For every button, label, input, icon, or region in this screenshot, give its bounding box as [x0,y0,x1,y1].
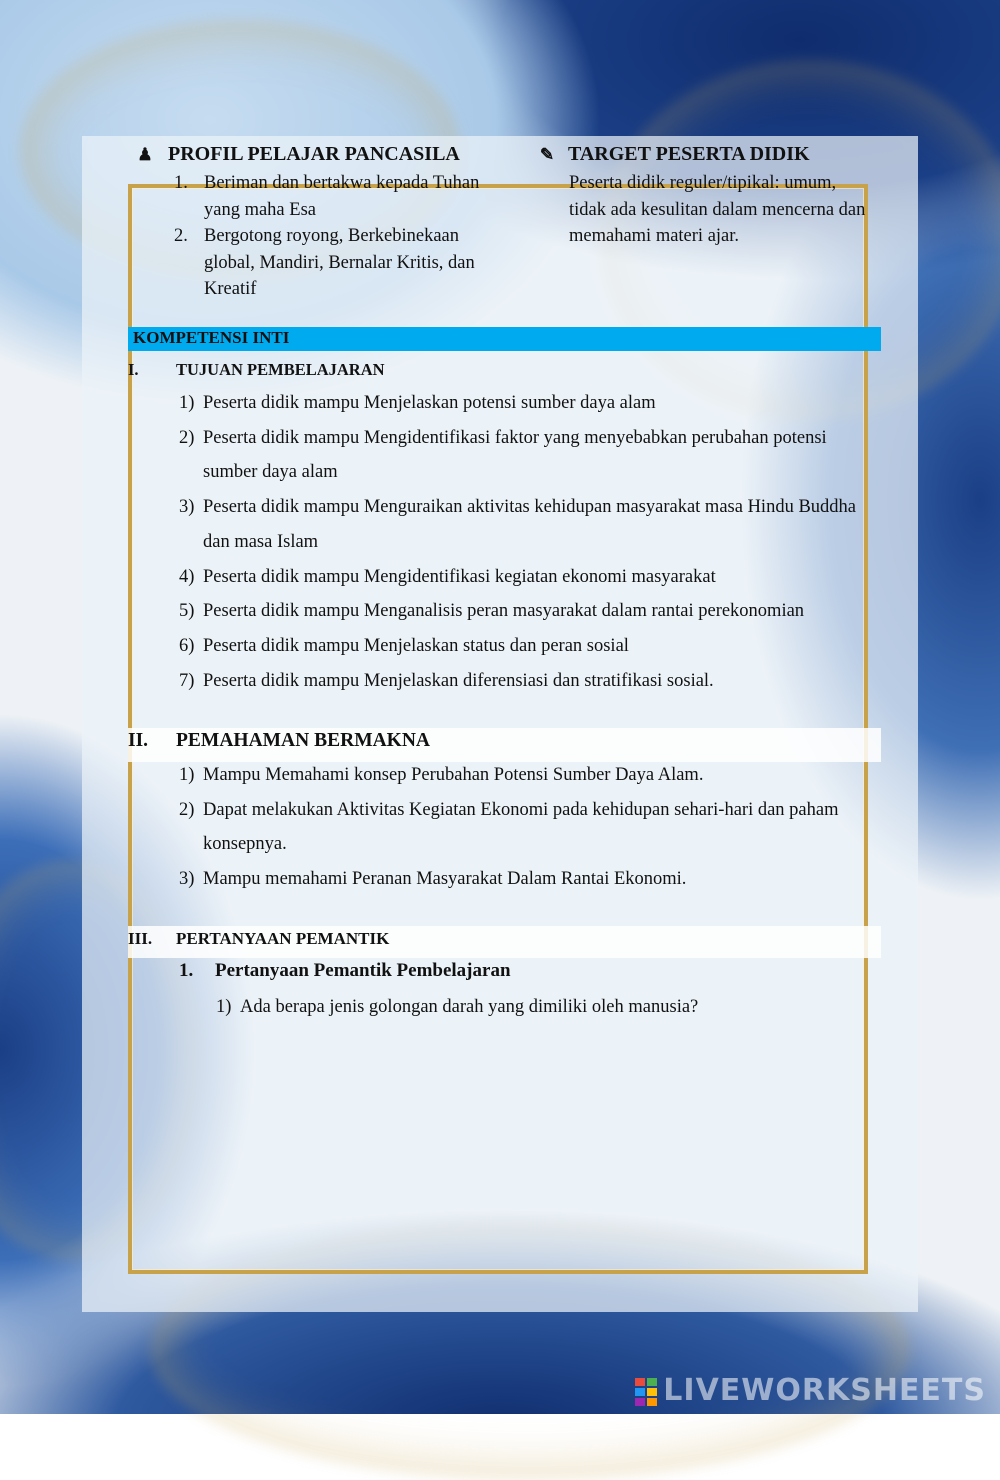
tujuan-title: TUJUAN PEMBELAJARAN [176,360,385,379]
liveworksheets-watermark [635,1373,986,1408]
target-description: Peserta didik reguler/tipikal: umum, tidak ada kesulitan dalam mencerna dan memahami materi ajar. [569,173,866,246]
list-item: 1) Ada berapa jenis golongan darah yang dimiliki oleh manusia? [216,997,699,1017]
list-item: 6) Peserta didik mampu Menjelaskan status dan peran sosial [179,635,629,656]
section-number: III. [128,929,153,948]
subsection-title: Pertanyaan Pemantik Pembelajaran [215,960,511,981]
pertanyaan-list [216,990,856,1025]
list-item: 1) Peserta didik mampu Menjelaskan potensi sumber daya alam [179,393,656,413]
liveworksheets-logo-icon [635,1378,657,1406]
person-group-icon: ♟ [137,145,153,164]
pemahaman-list [179,758,859,897]
pertanyaan-title: PERTANYAAN PEMANTIK [176,929,390,948]
section-number: I. [128,360,139,379]
list-item: 3) Mampu memahami Peranan Masyarakat Dalam Rantai Ekonomi. [179,869,687,890]
pemahaman-title: PEMAHAMAN BERMAKNA [176,730,431,751]
section-number: II. [128,730,149,751]
brand-text: LIVEWORKSHEETS [663,1373,986,1408]
profil-heading [134,143,460,166]
list-item: 2) Dapat melakukan Aktivitas Kegiatan Ekonomi pada kehidupan sehari-hari dan paham konsepnya. [179,799,839,855]
student-desk-icon: ✎ [539,145,555,164]
kompetensi-band [128,327,881,351]
list-item: 1) Mampu Memahami konsep Perubahan Potensi Sumber Daya Alam. [179,765,704,785]
target-heading [536,143,810,166]
list-item: 1. Beriman dan bertakwa kepada Tuhan yang maha Esa [174,173,480,220]
profil-list [174,170,514,303]
list-item: 2) Peserta didik mampu Mengidentifikasi faktor yang menyebabkan perubahan potensi sumber daya alam [179,427,827,483]
kompetensi-label: KOMPETENSI INTI [133,328,290,347]
list-item: 4) Peserta didik mampu Mengidentifikasi kegiatan ekonomi masyarakat [179,566,716,587]
target-title: TARGET PESERTA DIDIK [568,143,810,165]
subsection-number: 1. [179,960,194,981]
list-item: 7) Peserta didik mampu Menjelaskan diferensiasi dan stratifikasi sosial. [179,670,714,691]
list-item: 3) Peserta didik mampu Menguraikan aktivitas kehidupan masyarakat masa Hindu Buddha dan masa Islam [179,497,856,552]
profil-title: PROFIL PELAJAR PANCASILA [168,143,460,165]
tujuan-list [179,386,879,698]
list-item: 5) Peserta didik mampu Menganalisis peran masyarakat dalam rantai perekonomian [179,601,805,622]
list-item: 2. Bergotong royong, Berkebinekaan global, Mandiri, Bernalar Kritis, dan Kreatif [174,226,475,299]
